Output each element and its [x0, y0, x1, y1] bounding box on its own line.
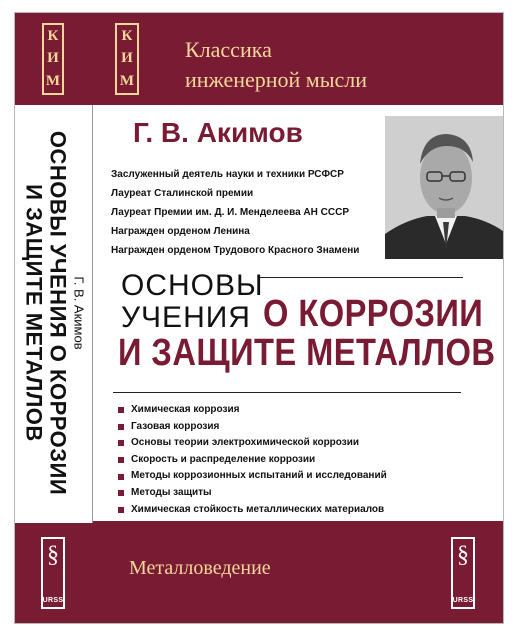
spine-text [22, 113, 87, 513]
bullet-icon [118, 474, 124, 480]
series-title-line2: инженерной мысли [185, 67, 368, 92]
title-divider-top [258, 277, 463, 278]
kim-letter: М [45, 73, 61, 90]
topic-label: Химическая стойкость металлических материалов [131, 503, 385, 515]
portrait-image [385, 116, 504, 259]
series-title-line1: Классика [185, 37, 272, 62]
topic-item [118, 502, 387, 519]
title-line4: И ЗАЩИТЕ МЕТАЛЛОВ [118, 332, 496, 374]
topics-list [118, 402, 387, 518]
topic-label: Основы теории электрохимической коррозии [131, 437, 360, 449]
publisher-label: URSS [452, 597, 474, 604]
award-item: Лауреат Премии им. Д. И. Менделеева АН СССР [111, 207, 349, 218]
bullet-icon [118, 507, 124, 513]
bullet-icon [118, 407, 124, 413]
topic-label: Скорость и распределение коррозии [131, 453, 316, 465]
bullet-icon [118, 490, 124, 496]
spine-bottom-band [15, 523, 93, 624]
spine-title-line1: ОСНОВЫ УЧЕНИЯ О КОРРОЗИИ [45, 130, 71, 496]
title-line2: УЧЕНИЯ [121, 301, 251, 334]
award-item: Награжден орденом Трудового Красного Знамени [111, 245, 360, 256]
topic-item [118, 419, 387, 436]
award-item: Лауреат Сталинской премии [111, 188, 254, 199]
title-divider-bottom [113, 392, 461, 393]
publisher-label: URSS [42, 597, 64, 604]
kim-letter: К [121, 27, 133, 44]
topic-item [118, 452, 387, 469]
topic-label: Газовая коррозия [131, 420, 220, 432]
kim-letter: И [47, 50, 59, 67]
topic-label: Методы защиты [131, 486, 212, 498]
author-portrait [385, 116, 504, 259]
series-band [93, 13, 503, 105]
topic-item [118, 435, 387, 452]
title-line1: ОСНОВЫ [121, 269, 264, 302]
title-line3: О КОРРОЗИИ [263, 293, 484, 335]
section-sign-icon: § [457, 542, 469, 568]
urss-logo-spine [41, 537, 65, 609]
kim-letter: К [47, 27, 59, 44]
awards-list [111, 165, 359, 260]
topic-item [118, 485, 387, 502]
kim-logo-spine [42, 23, 64, 95]
spine-title-line2: И ЗАЩИТЕ МЕТАЛЛОВ [21, 184, 47, 442]
bullet-icon [118, 440, 124, 446]
section-sign-icon: § [47, 542, 59, 568]
kim-letter: И [121, 50, 133, 67]
kim-logo [115, 23, 139, 95]
kim-letter: М [119, 73, 135, 90]
topic-item [118, 402, 387, 419]
spine [15, 13, 93, 623]
spine-author: Г. В. Акимов [71, 276, 87, 350]
author-name: Г. В. Акимов [133, 117, 303, 148]
topic-item [118, 468, 387, 485]
award-item: Заслуженный деятель науки и техники РСФСР [111, 169, 344, 180]
book-cover [14, 12, 504, 624]
subject-band [93, 521, 503, 623]
front-cover [93, 13, 503, 623]
bullet-icon [118, 457, 124, 463]
topic-label: Химическая коррозия [131, 404, 240, 415]
award-item: Награжден орденом Ленина [111, 226, 250, 237]
topic-label: Методы коррозионных испытаний и исследований [131, 470, 387, 482]
series-title [185, 35, 405, 95]
urss-logo [451, 537, 475, 609]
subject-label: Металловедение [129, 557, 271, 579]
bullet-icon [118, 424, 124, 430]
spine-top-band [15, 13, 93, 105]
